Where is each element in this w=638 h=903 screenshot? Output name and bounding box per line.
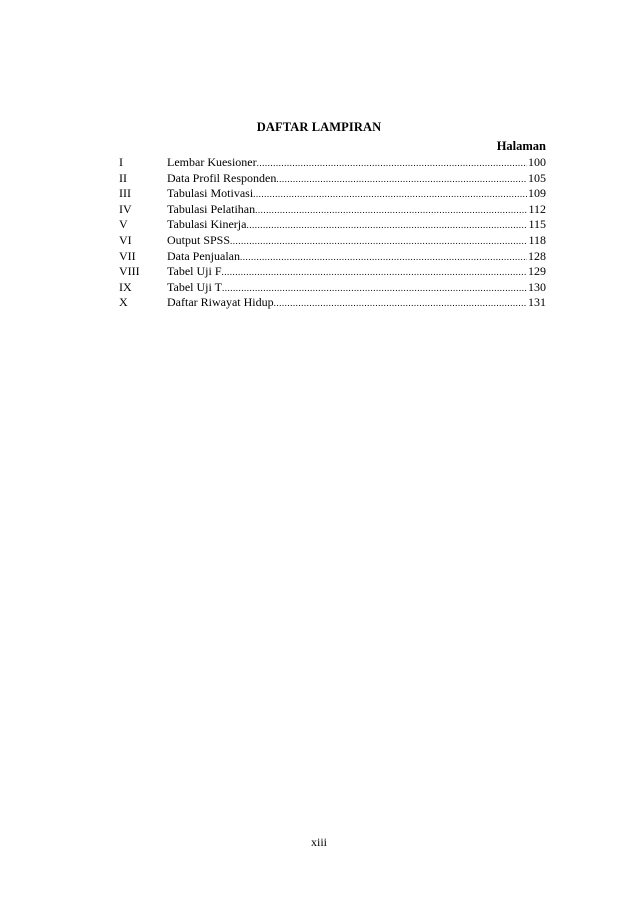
dot-leader [276,172,527,188]
dot-leader [253,187,527,203]
appendix-page: 118 [528,232,546,247]
list-item [119,280,546,296]
appendix-page: 129 [528,264,546,279]
appendix-number: III [119,186,131,201]
appendix-label: Tabulasi Motivasi [167,186,254,201]
list-item [119,155,546,171]
dot-leader [255,203,527,219]
list-item [119,249,546,265]
appendix-label: Lembar Kuesioner [167,155,257,169]
appendix-number: VII [119,248,136,263]
dot-leader [257,156,527,172]
appendix-number: II [119,170,127,185]
appendix-label: Daftar Riwayat Hidup [167,295,274,310]
appendix-label: Tabulasi Kinerja [167,217,247,232]
list-item [119,202,546,218]
page-number: xiii [310,835,327,849]
dot-leader [274,296,527,312]
appendix-page: 130 [528,279,546,294]
appendix-list [119,155,546,311]
list-item [119,171,546,187]
page-title: DAFTAR LAMPIRAN [256,120,382,134]
dot-leader [246,218,527,234]
appendix-page: 112 [528,201,546,216]
list-item [119,233,546,249]
appendix-page: 100 [528,155,546,169]
appendix-label: Tabulasi Pelatihan [167,201,256,216]
appendix-number: I [119,155,123,169]
list-item [119,217,546,233]
appendix-page: 131 [528,295,546,310]
appendix-number: VI [119,232,132,247]
dot-leader [240,250,527,266]
appendix-number: X [119,295,128,310]
appendix-label: Data Profil Responden [167,170,277,185]
list-item [119,295,546,311]
appendix-label: Tabel Uji F [167,264,222,279]
appendix-page: 105 [528,170,546,185]
appendix-label: Output SPSS [167,232,231,247]
appendix-page: 128 [528,248,546,263]
appendix-number: IX [119,279,132,294]
list-item [119,264,546,280]
appendix-page: 115 [528,217,546,232]
appendix-label: Data Penjualan [167,248,240,263]
dot-leader [222,265,528,281]
list-item [119,186,546,202]
appendix-number: V [119,217,128,232]
appendix-page: 109 [528,186,546,201]
dot-leader [222,281,527,297]
appendix-number: VIII [119,264,140,279]
dot-leader [230,234,527,250]
appendix-label: Tabel Uji T [167,279,222,294]
page-column-header: Halaman [496,139,546,153]
appendix-number: IV [119,201,132,216]
